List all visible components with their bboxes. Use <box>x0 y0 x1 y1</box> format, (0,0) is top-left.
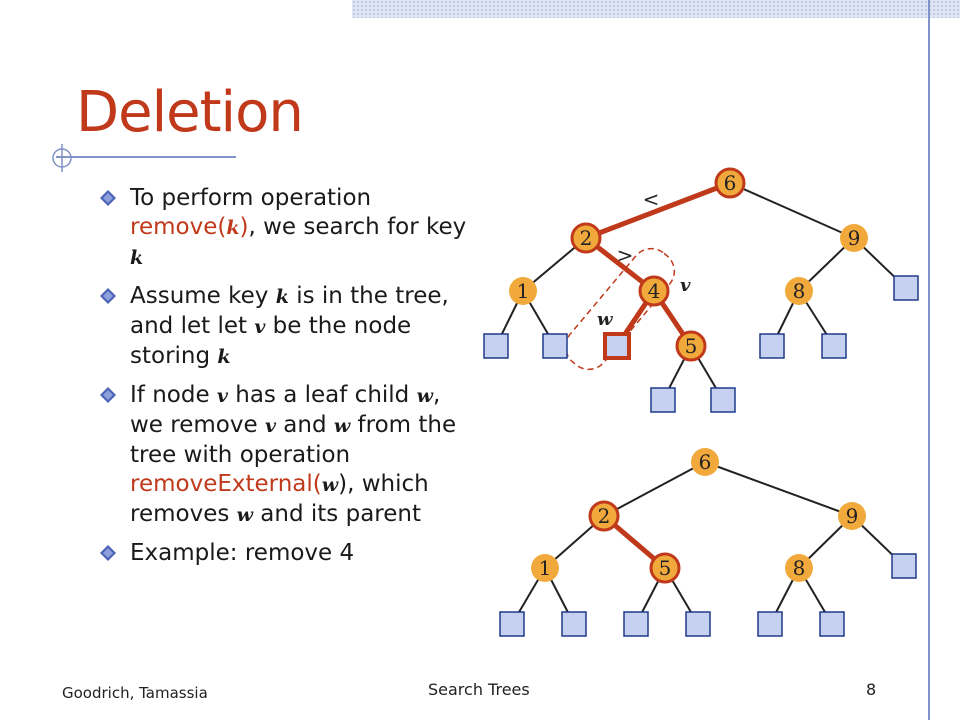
text-span: ) <box>338 471 348 497</box>
footer-topic: Search Trees <box>428 680 530 699</box>
node-label: 4 <box>647 279 661 303</box>
text-span: be the node storing <box>130 313 412 369</box>
leaf-node-w <box>605 334 629 358</box>
tree-after <box>500 448 916 636</box>
text-span: Example: remove 4 <box>130 540 355 566</box>
text-span: If node <box>130 382 217 408</box>
leaf-node <box>820 612 844 636</box>
footer-authors: Goodrich, Tamassia <box>62 684 208 702</box>
node-label: 8 <box>792 556 806 580</box>
leaf-node <box>822 334 846 358</box>
text-span: , we remove <box>130 382 441 438</box>
math-var: w <box>321 474 339 496</box>
node-label: 6 <box>723 171 737 195</box>
leaf-node <box>543 334 567 358</box>
tree-edge <box>730 183 854 238</box>
math-var: w <box>416 385 433 407</box>
math-var: v <box>264 415 276 437</box>
node-label: 5 <box>658 556 672 580</box>
text-span: , we search for key <box>248 214 467 240</box>
tree-edge <box>604 462 705 516</box>
compare-greater-label: > <box>616 243 634 267</box>
text-span: from the tree with operation <box>130 412 457 468</box>
math-var: k <box>217 346 231 368</box>
leaf-node <box>484 334 508 358</box>
math-var: k <box>275 286 289 308</box>
node-label: 5 <box>684 334 698 358</box>
text-span: is in the tree, and let let <box>130 283 449 339</box>
math-var: w <box>333 415 351 437</box>
leaf-node <box>562 612 586 636</box>
leaf-node <box>760 334 784 358</box>
v-label: v <box>680 275 691 296</box>
leaf-node <box>686 612 710 636</box>
node-label: 9 <box>845 504 859 528</box>
slide-title: Deletion <box>76 80 303 145</box>
leaf-node <box>711 388 735 412</box>
math-var: w <box>236 504 253 526</box>
node-label: 8 <box>792 279 806 303</box>
tree-edge <box>705 462 852 516</box>
leaf-node <box>500 612 524 636</box>
math-var: v <box>216 385 228 407</box>
method-close: ) <box>239 214 249 240</box>
leaf-node <box>758 612 782 636</box>
method-name: removeExternal( <box>130 471 322 497</box>
math-var: v <box>254 316 266 338</box>
leaf-node <box>624 612 648 636</box>
leaf-node <box>894 276 918 300</box>
tree-before <box>484 169 918 412</box>
node-label: 2 <box>579 226 593 250</box>
node-label: 9 <box>847 226 861 250</box>
compare-less-label: < <box>642 187 660 211</box>
math-var: k <box>130 247 144 269</box>
page-number: 8 <box>866 680 877 699</box>
text-span: To perform operation <box>130 185 372 211</box>
text-span: and <box>275 412 334 438</box>
text-span: has a leaf child <box>227 382 417 408</box>
node-label: 1 <box>516 279 530 303</box>
text-span: , which removes <box>130 471 429 527</box>
method-name: remove( <box>130 214 227 240</box>
w-label: w <box>597 309 613 330</box>
text-span: Assume key <box>130 283 276 309</box>
text-span: and its parent <box>253 501 421 527</box>
node-label: 1 <box>538 556 552 580</box>
node-label: 6 <box>698 450 712 474</box>
leaf-node <box>892 554 916 578</box>
leaf-node <box>651 388 675 412</box>
math-var: k <box>226 217 240 239</box>
node-label: 2 <box>597 504 611 528</box>
